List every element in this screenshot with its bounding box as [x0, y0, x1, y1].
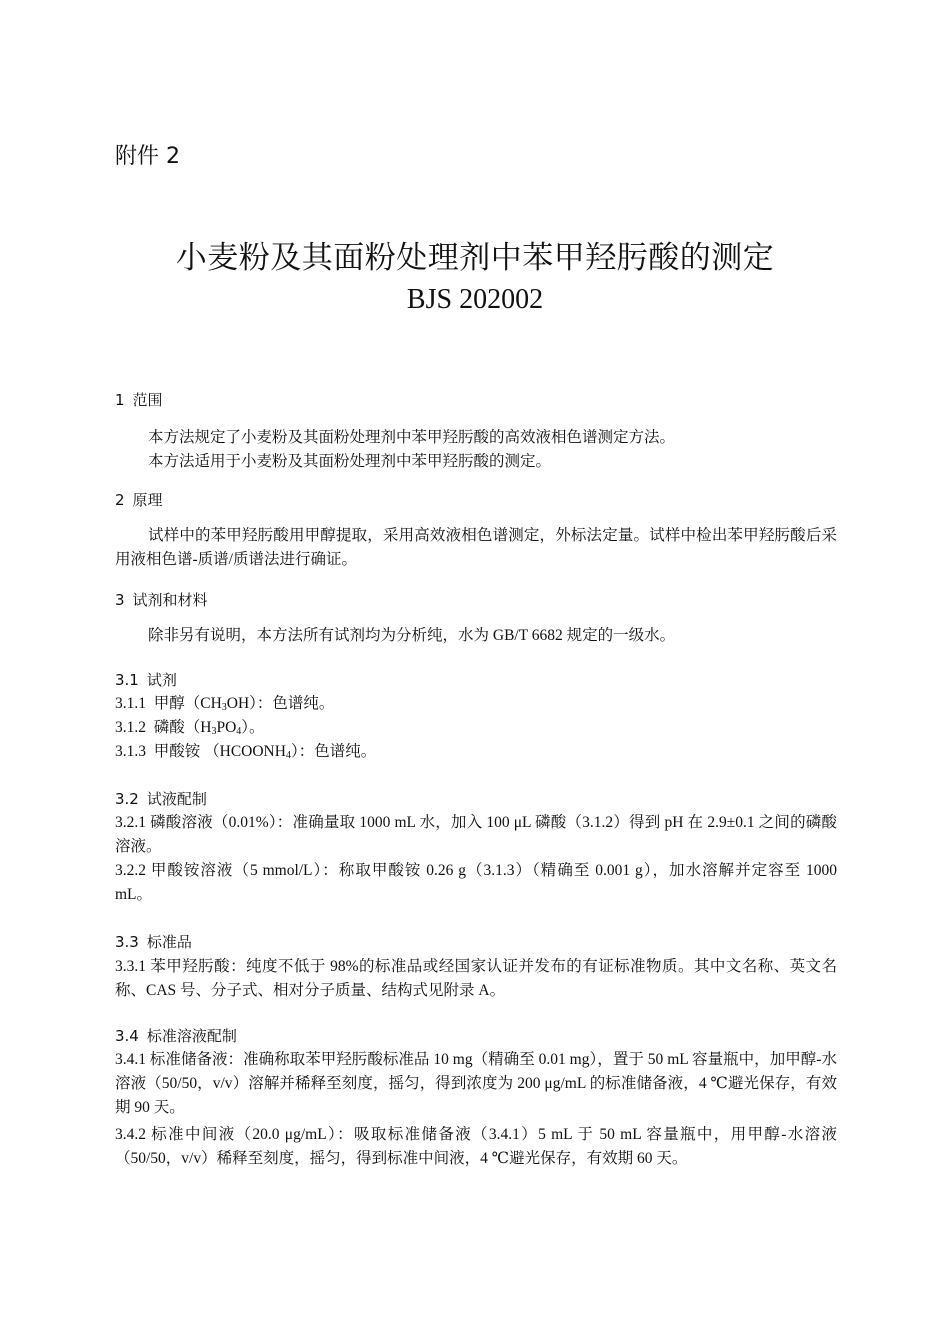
section-3-heading	[115, 589, 208, 610]
section-number: 2	[115, 491, 125, 509]
solution-item-3-2-2: 3.2.2 甲酸铵溶液（5 mmol/L）：称取甲酸铵 0.26 g（3.1.3）（精确至 0.001 g），加水溶解并定容至 1000 mL。	[115, 862, 837, 903]
standard-solution-item-3-4-1: 3.4.1 标准储备液：准确称取苯甲羟肟酸标准品 10 mg（精确至 0.01 mg），置于 50 mL 容量瓶中，加甲醇-水溶液（50/50，v/v）溶解并稀释至刻度，摇匀，得到浓度为 200 μg/mL 的标准储备液，4 ℃避光保存，有效期 90 天。	[115, 1051, 837, 1116]
section-2-paragraph-1: 试样中的苯甲羟肟酸用甲醇提取，采用高效液相色谱测定，外标法定量。试样中检出苯甲羟肟酸后采用液相色谱-质谱/质谱法进行确证。	[115, 527, 837, 568]
section-2-heading	[115, 489, 163, 510]
standard-item-3-3-1: 3.3.1 苯甲羟肟酸：纯度不低于 98%的标准品或经国家认证并发布的有证标准物质。其中文名称、英文名称、CAS 号、分子式、相对分子质量、结构式见附录 A。	[115, 958, 837, 999]
section-3-2-heading	[115, 788, 207, 809]
attachment-label: 附件 2	[115, 144, 180, 169]
section-title: 范围	[132, 391, 163, 409]
section-1-paragraph-1: 本方法规定了小麦粉及其面粉处理剂中苯甲羟肟酸的高效液相色谱测定方法。	[148, 429, 676, 446]
standard-solution-item-3-4-2: 3.4.2 标准中间液（20.0 μg/mL）：吸取标准储备液（3.4.1）5 mL 于 50 mL 容量瓶中，用甲醇-水溶液（50/50，v/v）稀释至刻度，摇匀，得到标准中间液，4 ℃避光保存，有效期 60 天。	[115, 1126, 837, 1167]
section-3-paragraph-1: 除非另有说明，本方法所有试剂均为分析纯，水为 GB/T 6682 规定的一级水。	[148, 627, 676, 644]
standard-code: BJS 202002	[406, 284, 544, 315]
section-number: 3.2	[115, 790, 139, 808]
section-number: 3.4	[115, 1027, 139, 1045]
section-3-3-heading	[115, 931, 192, 952]
section-number: 3.3	[115, 933, 139, 951]
section-1-paragraph-2: 本方法适用于小麦粉及其面粉处理剂中苯甲羟肟酸的测定。	[148, 453, 552, 470]
section-title: 标准品	[146, 933, 192, 951]
section-3-1-heading	[115, 669, 177, 690]
section-title: 标准溶液配制	[146, 1027, 237, 1045]
section-number: 3	[115, 591, 125, 609]
section-title: 原理	[132, 491, 163, 509]
section-number: 3.1	[115, 671, 139, 689]
section-title: 试剂	[146, 671, 177, 689]
solution-item-3-2-1: 3.2.1 磷酸溶液（0.01%）：准确量取 1000 mL 水，加入 100 μL 磷酸（3.1.2）得到 pH 在 2.9±0.1 之间的磷酸溶液。	[115, 814, 837, 855]
reagent-item-3-1-3: 3.1.3 甲酸铵 $(HCOONH_4)$：色谱纯。	[115, 743, 377, 761]
section-1-heading	[115, 389, 163, 410]
reagent-item-3-1-2: 3.1.2 磷酸$(H_3PO_4)$。	[115, 719, 265, 737]
reagent-item-3-1-1: 3.1.1 甲醇$(CH_3OH)$：色谱纯。	[115, 695, 335, 713]
section-title: 试液配制	[146, 790, 207, 808]
section-number: 1	[115, 391, 125, 409]
section-3-4-heading	[115, 1025, 237, 1046]
section-title: 试剂和材料	[132, 591, 208, 609]
document-title: 小麦粉及其面粉处理剂中苯甲羟肟酸的测定	[175, 240, 775, 276]
